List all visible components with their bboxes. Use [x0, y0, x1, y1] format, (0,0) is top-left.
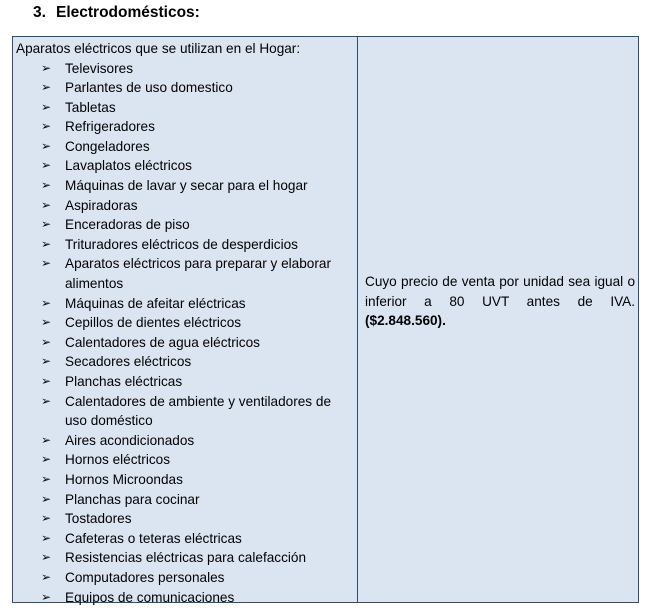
- list-item-label: Hornos Microondas: [65, 471, 183, 487]
- arrowhead-bullet-icon: ➢: [41, 99, 52, 114]
- column-divider: [357, 37, 358, 602]
- list-item-label: Planchas para cocinar: [65, 491, 200, 507]
- arrowhead-bullet-icon: ➢: [41, 452, 52, 467]
- list-item-label: Equipos de comunicaciones: [65, 589, 235, 605]
- list-item: [16, 176, 354, 196]
- list-item: [16, 588, 354, 608]
- list-item-label: Lavaplatos eléctricos: [65, 158, 192, 174]
- arrowhead-bullet-icon: ➢: [41, 158, 52, 173]
- list-item: [16, 235, 354, 255]
- appliance-table: [12, 36, 639, 603]
- list-item-label: Calentadores de ambiente y ventiladores de uso doméstico: [65, 393, 332, 429]
- list-item-label: Cafeteras o teteras eléctricas: [65, 530, 242, 546]
- arrowhead-bullet-icon: ➢: [41, 393, 52, 408]
- arrowhead-bullet-icon: ➢: [41, 80, 52, 95]
- arrowhead-bullet-icon: ➢: [41, 589, 52, 604]
- list-item-label: Aires acondicionados: [65, 432, 195, 448]
- arrowhead-bullet-icon: ➢: [41, 530, 52, 545]
- list-item: [16, 431, 354, 451]
- list-item: [16, 490, 354, 510]
- arrowhead-bullet-icon: ➢: [41, 511, 52, 526]
- list-item: [16, 313, 354, 333]
- arrowhead-bullet-icon: ➢: [41, 315, 52, 330]
- price-condition-cell: [365, 272, 635, 331]
- list-item-label: Trituradores eléctricos de desperdicios: [65, 236, 298, 252]
- list-item-label: Tostadores: [65, 511, 132, 527]
- list-item: [16, 450, 354, 470]
- list-item: [16, 352, 354, 372]
- list-item-label: Computadores personales: [65, 569, 225, 585]
- section-number: 3.: [33, 4, 46, 21]
- list-item: [16, 392, 354, 431]
- list-intro: Aparatos eléctricos que se utilizan en el Hogar:: [16, 41, 301, 56]
- list-item: [16, 372, 354, 392]
- list-item: [16, 294, 354, 314]
- list-item: [16, 548, 354, 568]
- list-item-label: Hornos eléctricos: [65, 452, 171, 468]
- list-item: [16, 59, 354, 79]
- list-item: [16, 98, 354, 118]
- appliance-list-cell: [16, 39, 354, 607]
- list-item: [16, 78, 354, 98]
- arrowhead-bullet-icon: ➢: [41, 295, 52, 310]
- list-item-label: Parlantes de uso domestico: [65, 80, 233, 96]
- list-item-label: Tabletas: [65, 99, 116, 115]
- list-item-label: Secadores eléctricos: [65, 354, 192, 370]
- appliance-list: [16, 59, 354, 608]
- list-item: [16, 470, 354, 490]
- arrowhead-bullet-icon: ➢: [41, 217, 52, 232]
- list-item: [16, 156, 354, 176]
- arrowhead-bullet-icon: ➢: [41, 256, 52, 271]
- arrowhead-bullet-icon: ➢: [41, 471, 52, 486]
- price-condition-text: Cuyo precio de venta por unidad sea igual o inferior a 80 UVT antes de IVA.: [365, 274, 635, 309]
- arrowhead-bullet-icon: ➢: [41, 178, 52, 193]
- arrowhead-bullet-icon: ➢: [41, 550, 52, 565]
- arrowhead-bullet-icon: ➢: [41, 334, 52, 349]
- arrowhead-bullet-icon: ➢: [41, 491, 52, 506]
- list-item: [16, 215, 354, 235]
- section-heading: [33, 3, 200, 23]
- list-item-label: Planchas eléctricas: [65, 374, 183, 389]
- arrowhead-bullet-icon: ➢: [41, 569, 52, 584]
- list-item: [16, 509, 354, 529]
- arrowhead-bullet-icon: ➢: [41, 354, 52, 369]
- list-item-label: Aspiradoras: [65, 197, 138, 213]
- list-item-label: Enceradoras de piso: [65, 217, 190, 233]
- list-item-label: Televisores: [65, 60, 133, 76]
- list-item: [16, 137, 354, 157]
- arrowhead-bullet-icon: ➢: [41, 432, 52, 447]
- list-item-label: Cepillos de dientes eléctricos: [65, 315, 242, 331]
- arrowhead-bullet-icon: ➢: [41, 138, 52, 153]
- arrowhead-bullet-icon: ➢: [41, 374, 52, 388]
- arrowhead-bullet-icon: ➢: [41, 119, 52, 134]
- list-item-label: Máquinas de afeitar eléctricas: [65, 295, 246, 311]
- list-item: [16, 117, 354, 137]
- list-item-label: Resistencias eléctricas para calefacción: [65, 550, 307, 566]
- list-item: [16, 529, 354, 549]
- list-item-label: Aparatos eléctricos para preparar y elaborar alimentos: [65, 256, 331, 292]
- arrowhead-bullet-icon: ➢: [41, 197, 52, 212]
- list-item-label: Congeladores: [65, 138, 150, 154]
- list-item: [16, 196, 354, 216]
- list-item: [16, 568, 354, 588]
- list-item: [16, 333, 354, 353]
- list-item-label: Calentadores de agua eléctricos: [65, 334, 260, 350]
- list-item-label: Máquinas de lavar y secar para el hogar: [65, 178, 308, 194]
- arrowhead-bullet-icon: ➢: [41, 60, 52, 75]
- price-amount: ($2.848.560).: [365, 313, 446, 329]
- arrowhead-bullet-icon: ➢: [41, 236, 52, 251]
- list-item-label: Refrigeradores: [65, 119, 155, 135]
- list-item: [16, 254, 354, 293]
- section-title: Electrodomésticos:: [56, 4, 200, 21]
